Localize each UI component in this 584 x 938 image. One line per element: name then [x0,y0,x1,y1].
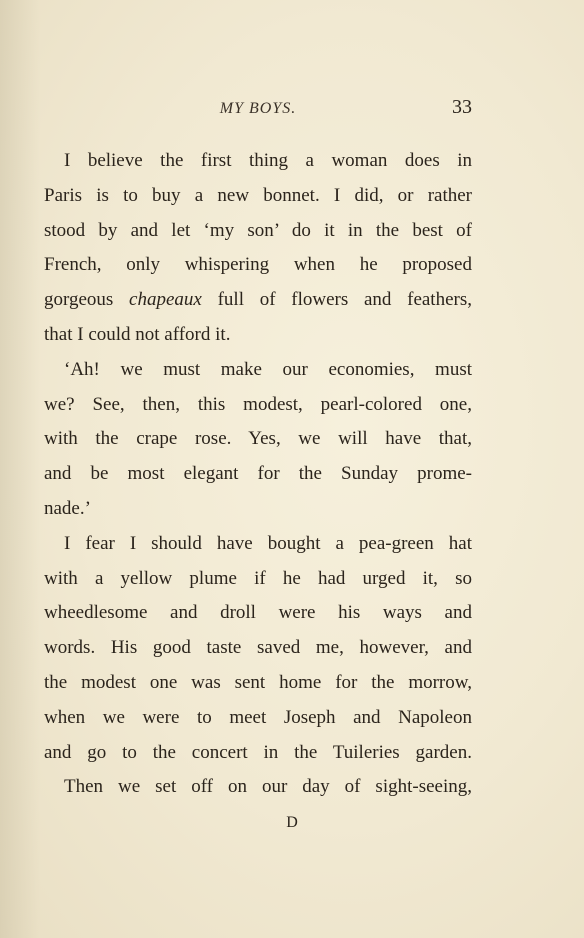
text-line: Then we set off on our day of sight-seeing, [64,776,472,798]
text-line: French, only whispering when he proposed [44,254,472,276]
text-line: and be most elegant for the Sunday prome- [44,463,472,485]
body-text [44,144,472,805]
text-line: when we were to meet Joseph and Napoleon [44,706,472,728]
text-line: wheedlesome and droll were his ways and [44,602,472,624]
signature-mark: D [286,814,298,831]
text-segment: gorgeous [44,289,130,311]
text-line: Paris is to buy a new bonnet. I did, or rather [44,184,472,206]
text-line: we? See, then, this modest, pearl-colored one, [44,393,472,415]
text-line: and go to the concert in the Tuileries garden. [44,741,472,763]
text-line: ‘Ah! we must make our economies, must [64,358,472,380]
text-line: I believe the first thing a woman does in [64,150,472,171]
text-line: words. His good taste saved me, however, and [44,637,472,659]
page-header [44,96,472,126]
text-line: nade.’ [44,497,91,519]
text-line: stood by and let ‘my son’ do it in the best of [44,219,472,241]
text-line: that I could not afford it. [44,323,231,345]
text-segment: full of flowers and feathers, [201,289,472,311]
text-line [44,283,472,318]
page-number: 33 [452,96,472,118]
text-line: with the crape rose. Yes, we will have that, [44,428,472,450]
italic-word: chapeaux [129,289,202,311]
text-line: with a yellow plume if he had urged it, so [44,567,472,589]
running-head: MY BOYS. [219,100,297,117]
text-line: the modest one was sent home for the morrow, [44,671,472,693]
text-line: I fear I should have bought a pea-green hat [64,532,472,554]
